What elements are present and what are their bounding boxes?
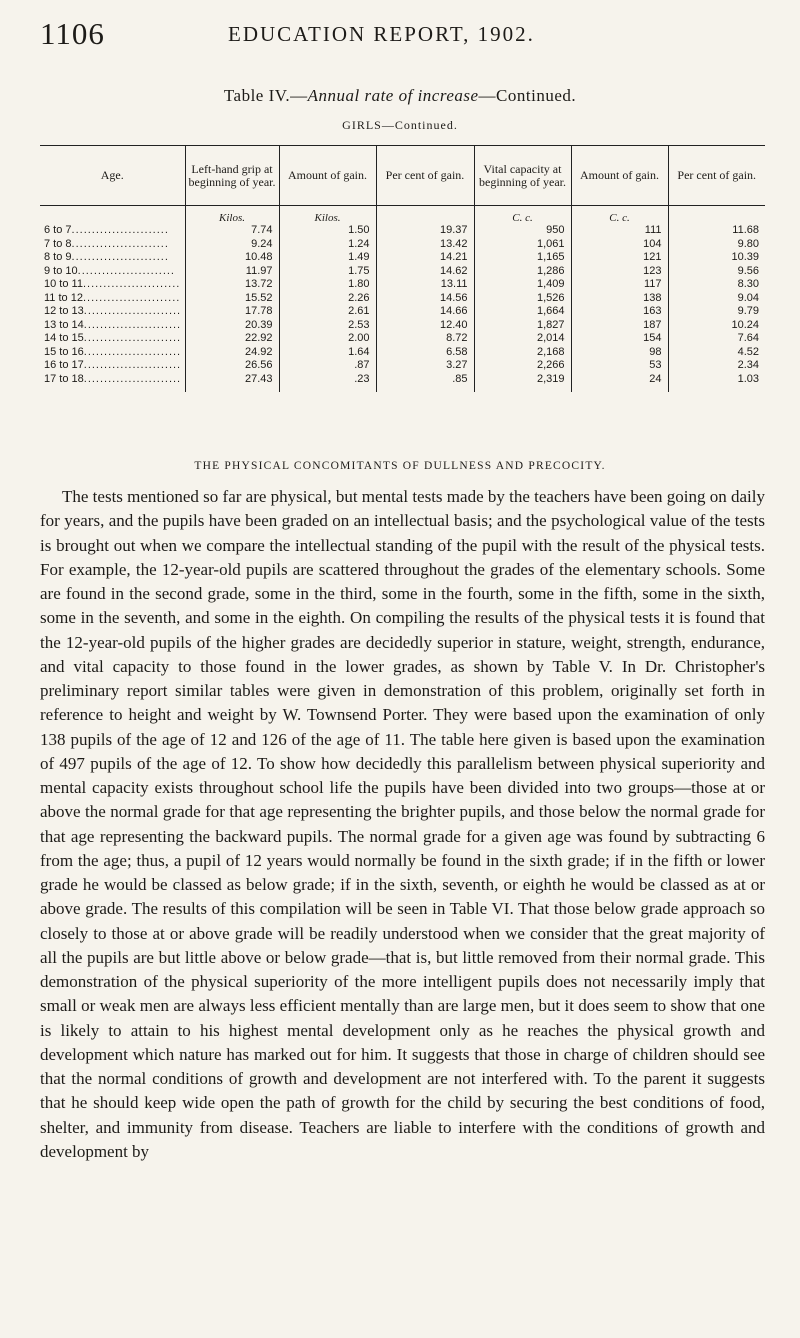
value-cell: 7.64 <box>668 332 765 346</box>
value-cell: 53 <box>571 359 668 373</box>
value-cell: 10.48 <box>185 251 279 265</box>
table-row <box>40 224 765 238</box>
value-cell: 2.34 <box>668 359 765 373</box>
column-header: Amount of gain. <box>279 146 376 206</box>
age-cell <box>40 305 185 319</box>
value-cell: 163 <box>571 305 668 319</box>
value-cell: .87 <box>279 359 376 373</box>
table-title <box>0 86 800 106</box>
age-cell <box>40 265 185 279</box>
value-cell: 10.24 <box>668 319 765 333</box>
age-label: 7 to 8 <box>44 237 72 250</box>
leader-dots: ........................ <box>83 332 182 344</box>
table-row <box>40 359 765 373</box>
age-cell <box>40 319 185 333</box>
value-cell: 1.50 <box>279 224 376 238</box>
unit-cell <box>40 206 185 225</box>
value-cell: 14.66 <box>376 305 474 319</box>
age-cell <box>40 278 185 292</box>
table-row <box>40 251 765 265</box>
age-cell <box>40 251 185 265</box>
value-cell: 11.68 <box>668 224 765 238</box>
column-header: Left-hand grip at beginning of year. <box>185 146 279 206</box>
value-cell: 8.72 <box>376 332 474 346</box>
table-row <box>40 319 765 333</box>
page-number: 1106 <box>40 16 105 51</box>
column-header: Amount of gain. <box>571 146 668 206</box>
value-cell: 1,827 <box>474 319 571 333</box>
value-cell: 154 <box>571 332 668 346</box>
age-label: 15 to 16 <box>44 345 84 358</box>
value-cell: .23 <box>279 373 376 393</box>
value-cell: 104 <box>571 238 668 252</box>
leader-dots: ........................ <box>82 278 181 290</box>
value-cell: 2,168 <box>474 346 571 360</box>
table-row <box>40 305 765 319</box>
table-title-suffix: —Continued. <box>478 86 577 105</box>
leader-dots: ........................ <box>71 237 169 250</box>
table-row <box>40 346 765 360</box>
value-cell: 1,409 <box>474 278 571 292</box>
value-cell: 9.04 <box>668 292 765 306</box>
value-cell: 2.26 <box>279 292 376 306</box>
value-cell: 1.75 <box>279 265 376 279</box>
table-row <box>40 292 765 306</box>
value-cell: 9.80 <box>668 238 765 252</box>
leader-dots: ........................ <box>83 345 182 358</box>
value-cell: 12.40 <box>376 319 474 333</box>
value-cell: 1.49 <box>279 251 376 265</box>
value-cell: 20.39 <box>185 319 279 333</box>
value-cell: 10.39 <box>668 251 765 265</box>
leader-dots: ........................ <box>83 372 182 385</box>
leader-dots: ........................ <box>83 318 182 331</box>
age-label: 6 to 7 <box>44 224 72 236</box>
age-cell <box>40 359 185 373</box>
value-cell: 2,014 <box>474 332 571 346</box>
value-cell: 22.92 <box>185 332 279 346</box>
table-row <box>40 373 765 393</box>
value-cell: 1.24 <box>279 238 376 252</box>
value-cell: 2.61 <box>279 305 376 319</box>
body-paragraph: The tests mentioned so far are physical, but mental tests made by the teachers have been going on daily for years, and the pupils have been graded on an intellectual basis; and the psychological value of the tests is brought out when we compare the intellectual standing of the pupil with the result of the physical tests. For example, the 12-year-old pupils are scattered throughout the grades of the elementary schools. Some are found in the second grade, some in the third, some in the fourth, some in the fifth, some in the sixth, some in the seventh, and some in the eighth. On compiling the results of the physical tests it is found that the 12-year-old pupils of the higher grades are decidedly superior in stature, weight, strength, endurance, and vital capacity to those found in the lower grades, as shown by Table V. In Dr. Christopher's preliminary report similar tables were given in demonstration of this problem, originally set forth in reference to height and weight by W. Townsend Porter. They were based upon the examination of only 138 pupils of the age of 12 and 126 of the age of 11. The table here given is based upon the examination of 497 pupils of the age of 12. To show how decidedly this parallelism between physical superiority and mental capacity exists throughout school life the pupils have been divided into two groups—those at or above the normal grade for that age representing the brighter pupils, and those below the normal grade for that age representing the backward pupils. The normal grade for a given age was found by subtracting 6 from the age; thus, a pupil of 12 years would normally be found in the sixth grade; if in the fifth or lower grade he would be classed as below grade; if in the sixth, seventh, or eighth he would be classed as at or above grade. The results of this compilation will be seen in Table VI. That those below grade approach so closely to those at or above grade will be readily understood when we consider that the great majority of all the pupils are but little above or below grade—that is, but little removed from their normal grade. This demonstration of the physical superiority of the more intelligent pupils does not necessarily imply that small or weak men are always less efficient mentally than are large men, but it does seem to show that one is likely to attain to his highest mental development only as he reaches the physical growth and development which nature has marked out for him. It suggests that those in charge of children should see that the normal conditions of growth and development are not interfered with. To the parent it suggests that he should keep wide open the path of growth for the child by securing the best conditions of food, shelter, and immunity from disease. Teachers are liable to interfere with the conditions of growth and development by <box>40 487 765 1161</box>
unit-cell: Kilos. <box>185 206 279 225</box>
value-cell: 117 <box>571 278 668 292</box>
age-cell <box>40 238 185 252</box>
leader-dots: ........................ <box>82 291 181 304</box>
age-label: 8 to 9 <box>44 251 72 263</box>
value-cell: 1,165 <box>474 251 571 265</box>
value-cell: 13.72 <box>185 278 279 292</box>
age-label: 17 to 18 <box>44 372 84 385</box>
value-cell: 8.30 <box>668 278 765 292</box>
value-cell: 14.56 <box>376 292 474 306</box>
page-header <box>40 14 760 54</box>
leader-dots: ........................ <box>71 251 169 263</box>
value-cell: 121 <box>571 251 668 265</box>
leader-dots: ........................ <box>83 305 182 317</box>
leader-dots: ........................ <box>77 264 175 277</box>
table-row <box>40 278 765 292</box>
value-cell: 13.42 <box>376 238 474 252</box>
value-cell: 1.03 <box>668 373 765 393</box>
age-cell <box>40 224 185 238</box>
column-header: Age. <box>40 146 185 206</box>
unit-cell: C. c. <box>474 206 571 225</box>
age-label: 9 to 10 <box>44 264 78 277</box>
value-cell: 9.56 <box>668 265 765 279</box>
column-header: Per cent of gain. <box>668 146 765 206</box>
table-header <box>40 146 765 206</box>
value-cell: 7.74 <box>185 224 279 238</box>
table-header-row <box>40 146 765 206</box>
value-cell: 26.56 <box>185 359 279 373</box>
section-heading: THE PHYSICAL CONCOMITANTS OF DULLNESS AND PRECOCITY. <box>194 460 606 472</box>
value-cell: 123 <box>571 265 668 279</box>
age-cell <box>40 373 185 393</box>
age-label: 11 to 12 <box>44 291 83 304</box>
value-cell: 6.58 <box>376 346 474 360</box>
value-cell: 19.37 <box>376 224 474 238</box>
value-cell: 11.97 <box>185 265 279 279</box>
value-cell: 1,286 <box>474 265 571 279</box>
age-label: 13 to 14 <box>44 318 84 331</box>
value-cell: 2,319 <box>474 373 571 393</box>
column-header: Per cent of gain. <box>376 146 474 206</box>
table-row <box>40 332 765 346</box>
age-cell <box>40 332 185 346</box>
age-label: 10 to 11 <box>44 278 83 290</box>
value-cell: 27.43 <box>185 373 279 393</box>
age-label: 12 to 13 <box>44 305 84 317</box>
value-cell: 138 <box>571 292 668 306</box>
value-cell: 1,526 <box>474 292 571 306</box>
value-cell: 2,266 <box>474 359 571 373</box>
value-cell: 14.62 <box>376 265 474 279</box>
running-title: EDUCATION REPORT, 1902. <box>228 22 535 46</box>
value-cell: 1,664 <box>474 305 571 319</box>
value-cell: 4.52 <box>668 346 765 360</box>
column-header: Vital capacity at beginning of year. <box>474 146 571 206</box>
value-cell: 3.27 <box>376 359 474 373</box>
value-cell: 13.11 <box>376 278 474 292</box>
leader-dots: ........................ <box>83 359 182 371</box>
value-cell: .85 <box>376 373 474 393</box>
value-cell: 187 <box>571 319 668 333</box>
value-cell: 1.80 <box>279 278 376 292</box>
units-row <box>40 206 765 225</box>
value-cell: 1,061 <box>474 238 571 252</box>
table-title-prefix: Table IV.— <box>223 86 308 105</box>
value-cell: 24 <box>571 373 668 393</box>
unit-cell: Kilos. <box>279 206 376 225</box>
value-cell: 9.79 <box>668 305 765 319</box>
value-cell: 111 <box>571 224 668 238</box>
growth-rate-table <box>40 145 765 392</box>
value-cell: 24.92 <box>185 346 279 360</box>
value-cell: 950 <box>474 224 571 238</box>
value-cell: 2.53 <box>279 319 376 333</box>
value-cell: 2.00 <box>279 332 376 346</box>
leader-dots: ........................ <box>71 224 169 236</box>
table-title-italic: Annual rate of increase <box>307 86 479 105</box>
value-cell: 1.64 <box>279 346 376 360</box>
table-row <box>40 238 765 252</box>
value-cell: 14.21 <box>376 251 474 265</box>
unit-cell <box>668 206 765 225</box>
age-label: 16 to 17 <box>44 359 84 371</box>
table-subtitle: GIRLS—Continued. <box>342 118 458 132</box>
value-cell: 98 <box>571 346 668 360</box>
age-cell <box>40 292 185 306</box>
value-cell: 15.52 <box>185 292 279 306</box>
age-label: 14 to 15 <box>44 332 84 344</box>
table-body <box>40 206 765 393</box>
value-cell: 9.24 <box>185 238 279 252</box>
value-cell: 17.78 <box>185 305 279 319</box>
unit-cell <box>376 206 474 225</box>
table-row <box>40 265 765 279</box>
age-cell <box>40 346 185 360</box>
unit-cell: C. c. <box>571 206 668 225</box>
